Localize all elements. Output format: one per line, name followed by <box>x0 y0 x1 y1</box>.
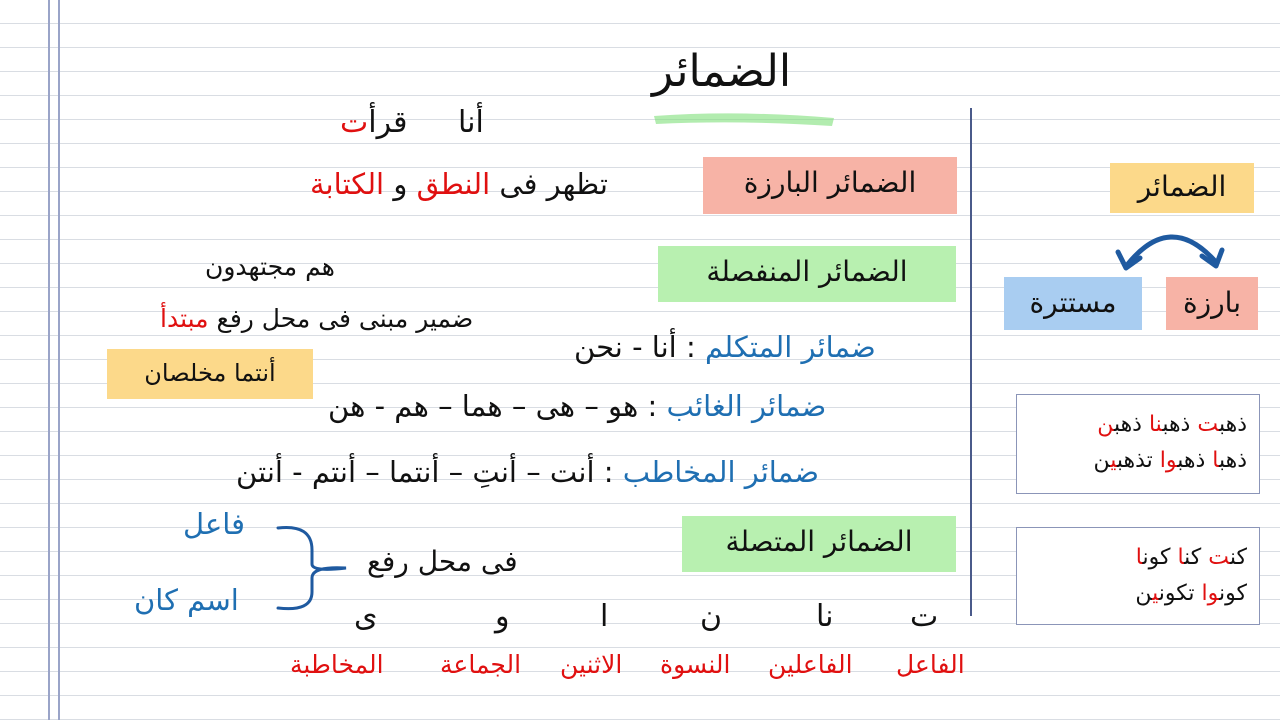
word-segment: ذهب <box>1218 448 1247 473</box>
muttasila-rule: فى محل رفع <box>367 545 518 578</box>
example-verb-stem: قرأ <box>368 105 408 140</box>
word-segment: ن <box>1093 448 1111 473</box>
word-segment: وا <box>1201 581 1220 606</box>
bariza-desc-c: و <box>384 167 417 201</box>
group-addressee-name: ضمائر المخاطب <box>622 455 820 489</box>
word-segment: ا <box>1135 545 1143 570</box>
column-divider <box>970 108 972 616</box>
muttasila-role-fail: فاعل <box>183 507 245 541</box>
bariza-label-box <box>703 157 957 214</box>
meaning-jamaa: الجماعة <box>440 650 522 679</box>
word-segment: تكون <box>1158 581 1202 606</box>
munfasila-label-box <box>658 246 956 302</box>
word-segment: كن <box>1184 545 1209 570</box>
bariza-label: الضمائر البارزة <box>743 166 917 199</box>
sidebar-bariza: بارزة <box>1182 286 1242 319</box>
word-segment: ي <box>1152 581 1159 606</box>
bariza-desc-d: الكتابة <box>310 167 385 201</box>
word-segment: كون <box>1142 545 1178 570</box>
group-speaker-list: : أنا - نحن <box>574 330 705 364</box>
word-segment: كن <box>1229 545 1247 570</box>
word-segment: ذهب <box>1162 412 1198 437</box>
munfasila-rule <box>160 306 473 331</box>
dhahaba-line-2 <box>1017 443 1247 479</box>
group-addressee <box>236 455 820 489</box>
branch-arrows-icon <box>1110 220 1230 272</box>
example-verb <box>340 105 408 140</box>
word-segment: ت <box>1208 545 1230 570</box>
sidebar-mustatira: مستترة <box>1029 286 1117 319</box>
letter-alif: ا <box>600 599 609 634</box>
word-segment: ا <box>1177 545 1185 570</box>
sidebar-title: الضمائر <box>1137 170 1227 203</box>
title-highlight-stroke <box>648 104 840 130</box>
word-segment: تذهب <box>1116 448 1160 473</box>
munfasila-badge-box <box>107 349 313 399</box>
word-segment: نا <box>1148 412 1163 437</box>
example-verb-suffix: ت <box>340 105 369 140</box>
munfasila-label: الضمائر المنفصلة <box>706 255 908 288</box>
kana-line-2 <box>1017 576 1247 612</box>
letter-ta: ت <box>910 599 939 634</box>
meaning-niswa: النسوة <box>660 650 731 679</box>
muttasila-label: الضمائر المتصلة <box>725 525 913 558</box>
word-segment: ذهب <box>1218 412 1247 437</box>
munfasila-rule-a: ضمير مبنى فى محل رفع <box>208 304 474 333</box>
bariza-description <box>310 167 608 201</box>
dhahaba-line-1 <box>1017 407 1247 443</box>
sidebar-bariza-box <box>1166 277 1258 330</box>
letter-waw: و <box>495 599 510 634</box>
group-absent-name: ضمائر الغائب <box>666 389 827 423</box>
word-segment: ي <box>1110 448 1117 473</box>
letter-ya: ى <box>354 599 378 634</box>
examples-box-dhahaba <box>1016 394 1260 494</box>
kana-line-1 <box>1017 540 1247 576</box>
word-segment: ذهب <box>1113 412 1149 437</box>
word-segment: ن <box>1135 581 1153 606</box>
meaning-mukhataba: المخاطبة <box>290 650 384 679</box>
example-pronoun: أنا <box>458 105 484 140</box>
word-segment: ت <box>1197 412 1219 437</box>
bariza-desc-a: تظهر فى <box>490 167 608 201</box>
group-speaker <box>574 330 876 364</box>
word-segment: ذهب <box>1177 448 1213 473</box>
meaning-ithnayn: الاثنين <box>560 650 623 679</box>
group-absent <box>328 389 827 423</box>
munfasila-rule-b: مبتدأ <box>160 304 209 333</box>
page-title: الضمائر <box>652 46 792 97</box>
letter-na-plural: نا <box>816 599 834 634</box>
muttasila-role-ism-kana: اسم كان <box>134 583 239 617</box>
examples-box-kana <box>1016 527 1260 625</box>
word-segment: ا <box>1212 448 1219 473</box>
word-segment: وا <box>1159 448 1178 473</box>
curly-brace <box>272 520 352 616</box>
word-segment: كون <box>1219 581 1247 606</box>
notebook-margin-line <box>48 0 50 720</box>
notebook-margin-line-2 <box>58 0 60 720</box>
meaning-failin: الفاعلين <box>768 650 853 679</box>
meaning-fail: الفاعل <box>896 650 965 679</box>
group-speaker-name: ضمائر المتكلم <box>704 330 876 364</box>
word-segment: ن <box>1097 412 1114 437</box>
letter-nun: ن <box>700 599 723 634</box>
muttasila-label-box <box>682 516 956 572</box>
munfasila-example: هم مجتهدون <box>205 252 335 281</box>
group-absent-list: : هو – هى – هما – هم - هن <box>328 389 667 423</box>
group-addressee-list: : أنت – أنتِ – أنتما – أنتم - أنتن <box>236 455 623 489</box>
sidebar-title-box <box>1110 163 1254 213</box>
munfasila-badge: أنتما مخلصان <box>144 359 276 387</box>
sidebar-mustatira-box <box>1004 277 1142 330</box>
bariza-desc-b: النطق <box>416 167 491 201</box>
